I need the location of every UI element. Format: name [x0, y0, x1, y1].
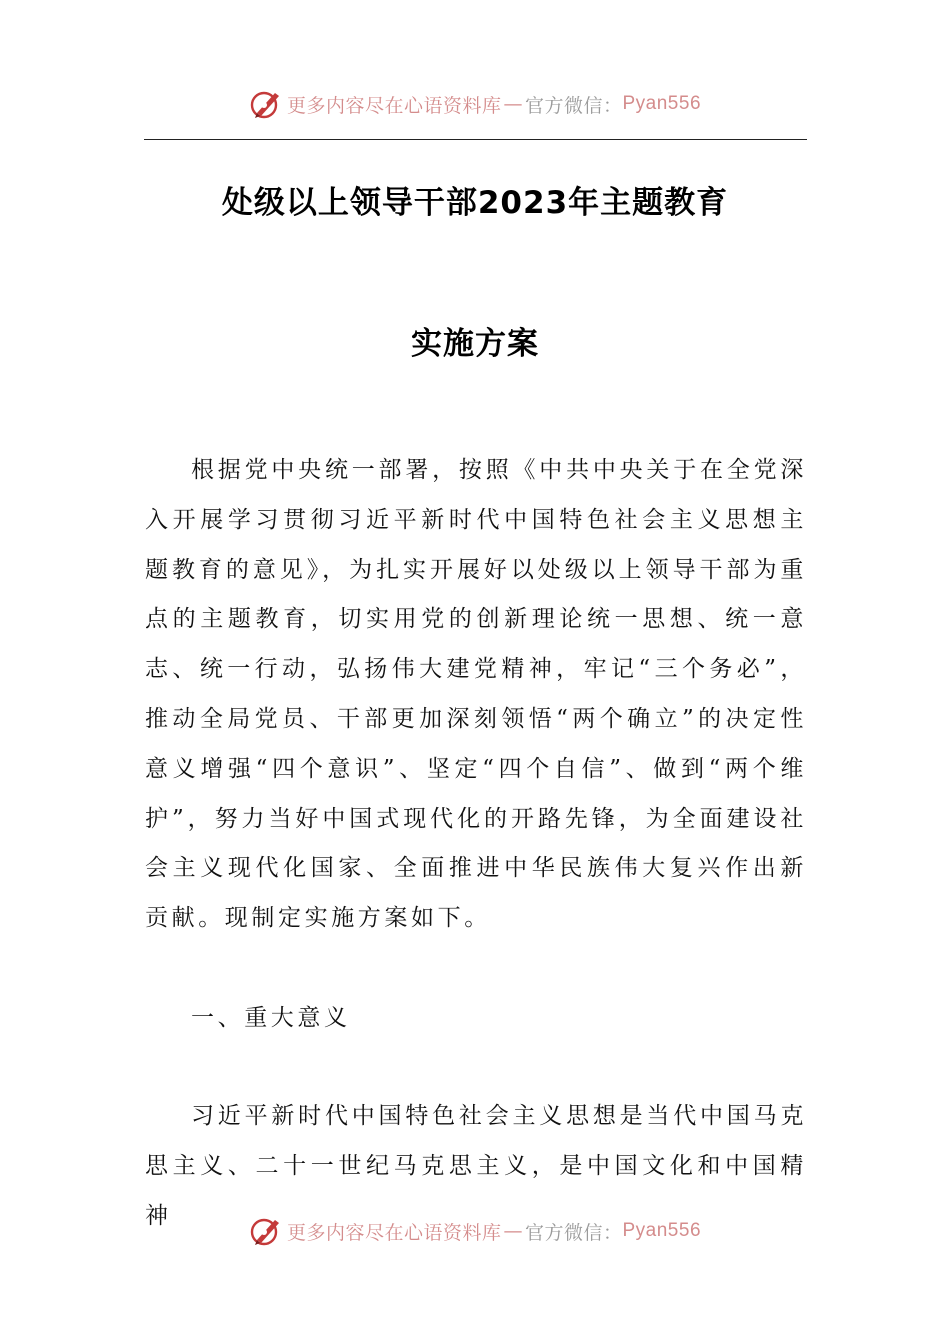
- header-watermark: [0, 84, 950, 124]
- footer-watermark: [0, 1211, 950, 1251]
- watermark-official-label: 官方微信：: [524, 94, 623, 117]
- watermark-id: Pyan556: [622, 1220, 702, 1241]
- document-title-line2: 实施方案: [411, 326, 539, 362]
- header-divider: [144, 139, 807, 140]
- watermark-separator: —: [503, 1220, 523, 1242]
- paragraph-intro: 根据党中央统一部署，按照《中共中央关于在全党深入开展学习贯彻习近平新时代中国特色社会主义思想主题教育的意见》，为扎实开展好以处级以上领导干部为重点的主题教育，切实用党的创新理论统一思想、统一意志、统一行动，弘扬伟大建党精神，牢记“三个务必”，推动全局党员、干部更加深刻领悟“两个确立”的决定性意义增强“四个意识”、坚定“四个自信”、做到“两个维护”，努力当好中国式现代化的开路先锋，为全面建设社会主义现代化国家、全面推进中华民族伟大复兴作出新贡献。现制定实施方案如下。: [145, 457, 807, 932]
- watermark-text: 更多内容尽在心语资料库: [286, 1221, 502, 1244]
- watermark-id: Pyan556: [622, 93, 702, 114]
- watermark-separator: —: [503, 93, 523, 115]
- pen-logo-icon: [249, 87, 283, 121]
- paragraph-significance: 习近平新时代中国特色社会主义思想是当代中国马克思主义、二十一世纪马克思主义，是中国文化和中国精神: [145, 1103, 807, 1229]
- section-heading-1: 一、重大意义: [191, 1005, 351, 1031]
- document-title-line1: 处级以上领导干部2023年主题教育: [221, 185, 729, 221]
- watermark-text: 更多内容尽在心语资料库: [286, 94, 502, 117]
- watermark-official-label: 官方微信：: [524, 1221, 623, 1244]
- pen-logo-icon: [249, 1214, 283, 1248]
